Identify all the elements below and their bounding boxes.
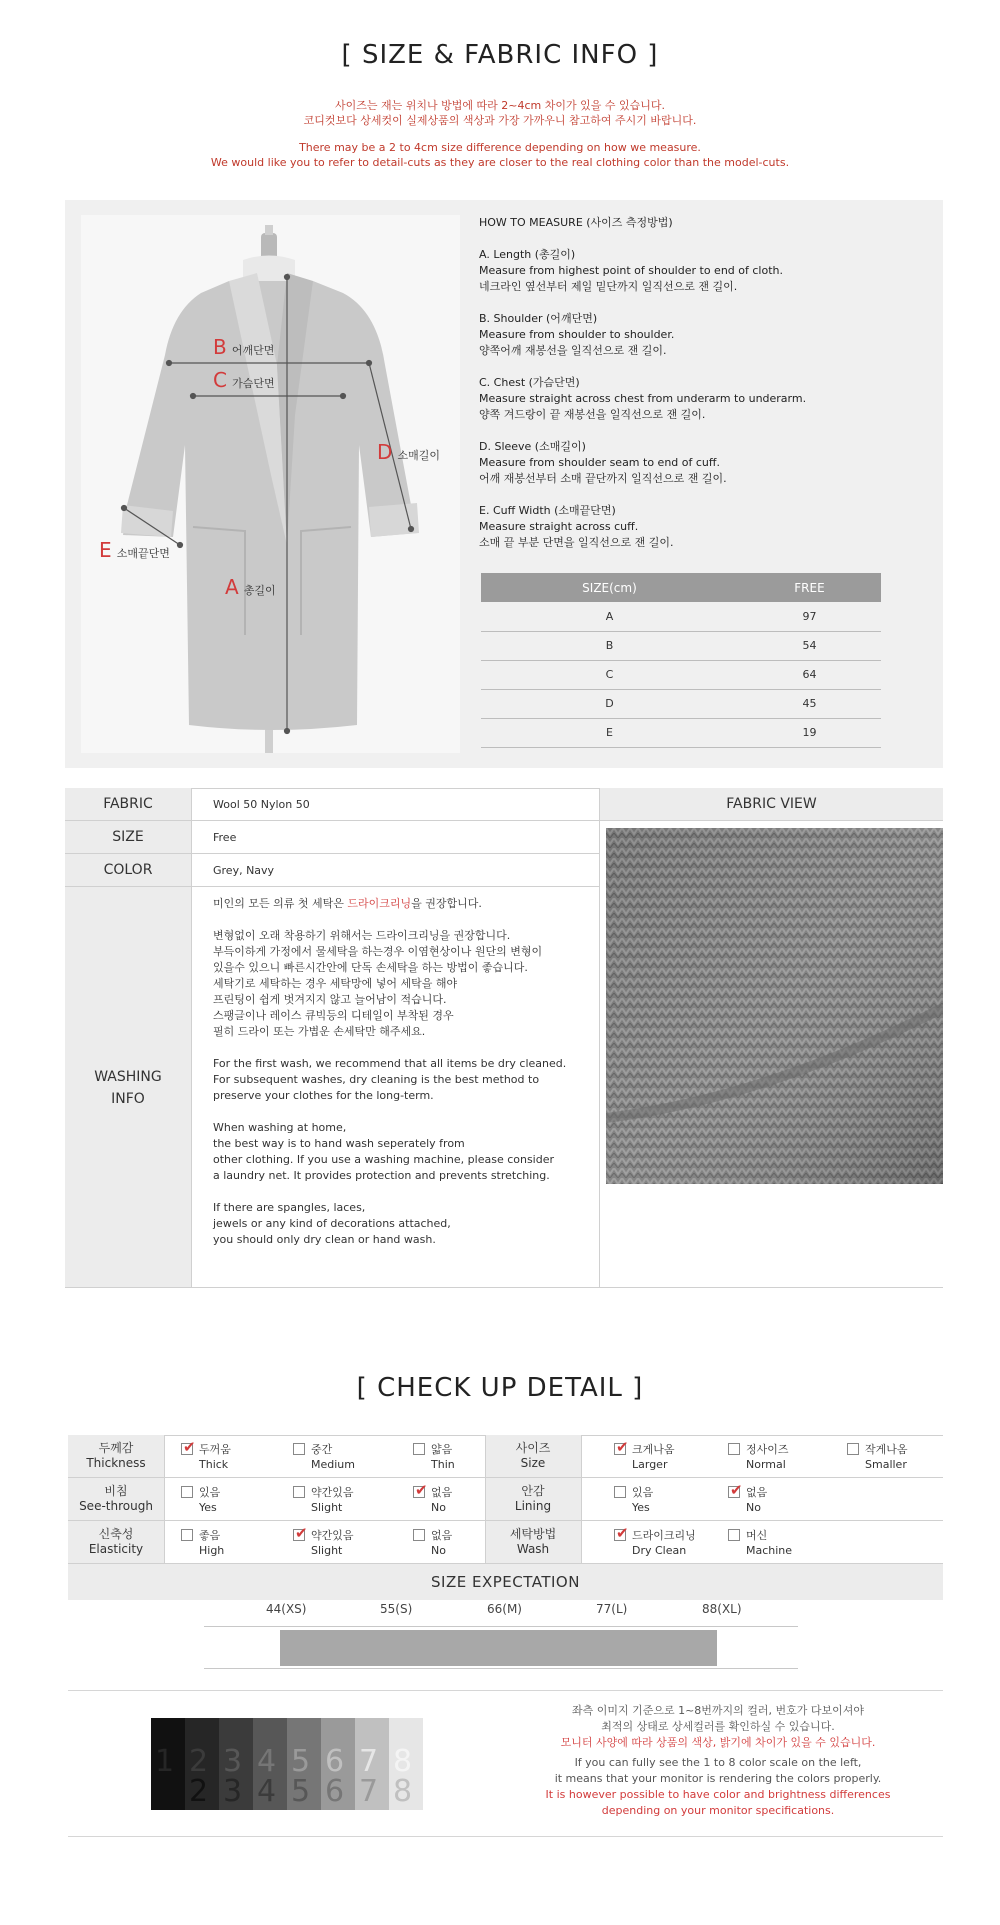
size-header-cell: FREE	[738, 573, 881, 602]
check-divider	[164, 1435, 165, 1564]
washing-label-line: WASHING	[94, 1068, 162, 1085]
checkbox-icon[interactable]	[413, 1481, 428, 1499]
size-label-xl: 88(XL)	[702, 1602, 742, 1616]
wash-intro-text: 을 권장합니다.	[411, 897, 482, 910]
color-text-ko: 최적의 상태로 상세컬러를 확인하실 수 있습니다.	[601, 1720, 835, 1733]
check-label-ko: 두께감	[98, 1441, 134, 1455]
size-range-track	[204, 1626, 798, 1669]
option-ko: 두꺼움	[199, 1443, 231, 1456]
option-ko: 크게나옴	[632, 1443, 675, 1456]
option-en: Larger	[632, 1458, 668, 1471]
check-mark-icon: ✔	[295, 1524, 308, 1542]
label-cuff	[99, 538, 170, 562]
table-row	[481, 602, 881, 631]
option-en: Thin	[431, 1458, 455, 1471]
size-row	[65, 821, 599, 854]
option-en: Yes	[199, 1501, 217, 1514]
checkbox-icon[interactable]	[728, 1529, 740, 1541]
option-en: Dry Clean	[632, 1544, 687, 1557]
how-to-measure-text: HOW TO MEASURE (사이즈 측정방법) A. Length (총길이) Measure from highest point of shoulder to end of cloth. 네크라인 옆선부터 제일 밑단까지 일직선으로 잰 길이. B. Shoulder (어깨단면) Measure from shoulder to shoulder. 양쪽어깨 재봉선을 일직선으로 잰 길이. C. Chest (가슴단면) Measure straight across chest from underarm to underarm. 양쪽 겨드랑이 끝 재봉선을 일직선으로 잰 길이. D. Sleeve (소매길이) Measure from shoulder seam to end of cuff. 어깨 재봉선부터 소매 끝단까지 일직선으로 잰 길이. E. Cuff Width (소매끝단면) Measure straight across cuff. 소매 끝 부분 단면을 일직선으로 잰 길이.	[479, 216, 807, 549]
size-cell: 64	[738, 660, 881, 689]
label-text: 어깨단면	[231, 344, 275, 357]
label-text: 가슴단면	[232, 377, 275, 390]
checkbox-icon[interactable]	[413, 1443, 425, 1455]
color-swatch-digit: 5	[291, 1774, 311, 1809]
washing-label-line: INFO	[111, 1090, 145, 1107]
color-swatch	[321, 1718, 355, 1810]
color-swatch-digit: 4	[257, 1744, 277, 1779]
size-cell: 54	[738, 631, 881, 660]
color-swatch-digit: 7	[359, 1774, 379, 1809]
check-row	[68, 1478, 943, 1521]
size-cell: 45	[738, 689, 881, 718]
checkbox-icon[interactable]	[181, 1486, 193, 1498]
option-ko: 없음	[431, 1529, 453, 1542]
check-label-en: Lining	[514, 1499, 552, 1513]
table-row	[481, 689, 881, 718]
size-measure-panel	[65, 200, 943, 768]
fabric-value: Wool 50 Nylon 50	[213, 797, 310, 811]
color-text-en: If you can fully see the 1 to 8 color scale on the left,	[574, 1756, 862, 1769]
check-label-ko: 사이즈	[515, 1441, 551, 1455]
color-swatch-digit: 4	[257, 1774, 277, 1809]
size-table	[481, 573, 881, 748]
option-en: High	[199, 1544, 225, 1557]
color-swatch-digit: 7	[359, 1744, 379, 1779]
color-swatch-digit: 6	[325, 1744, 345, 1779]
label-letter: D	[377, 440, 393, 464]
color-swatch-digit: 8	[393, 1774, 413, 1809]
checkbox-icon[interactable]	[614, 1438, 629, 1456]
option-ko: 있음	[632, 1486, 654, 1499]
check-mark-icon: ✔	[183, 1438, 196, 1456]
size-label-s: 55(S)	[380, 1602, 413, 1616]
color-swatch-digit: 1	[155, 1744, 175, 1779]
option-en: Machine	[746, 1544, 793, 1557]
check-mark-icon: ✔	[415, 1481, 428, 1499]
coat-measure-photo	[81, 215, 460, 753]
option-en: Normal	[746, 1458, 786, 1471]
color-swatch	[185, 1718, 219, 1810]
size-label: SIZE	[65, 821, 192, 853]
color-swatch-digit: 5	[291, 1744, 311, 1779]
check-label-ko: 세탁방법	[509, 1527, 557, 1541]
check-label-en: Size	[520, 1456, 546, 1470]
check-label-en: Wash	[516, 1542, 550, 1556]
checkbox-icon[interactable]	[181, 1438, 196, 1456]
washing-text: 변형없이 오래 착용하기 위해서는 드라이크리닝을 권장합니다. 부득이하게 가정에서 물세탁을 하는경우 이염현상이나 원단의 변형이 있을수 있으니 빠른시간안에 단독 손세탁을 하는 방법이 좋습니다. 세탁기로 세탁하는 경우 세탁망에 넣어 세탁을 해야 프린팅이 쉽게 벗겨지지 않고 늘어남이 적습니다. 스팽글이나 레이스 큐빅등의 디테일이 부착된 경우 필히 드라이 또는 가볍운 손세탁만 해주세요. For the first wash, we recommend that all items be dry cleaned. For subsequent washes, dry cleaning is the best method to preserve your clothes for the long-term. When washing at home, the best way is to hand wash seperately from other clothing. If you use a washing machine, please consider a laundry net. It provides protection and prevents stretching. If there are spangles, laces, jewels or any kind of decorations attached, you should only dry clean or hand wash.	[213, 929, 567, 1246]
option-ko: 약간있음	[311, 1529, 354, 1542]
checkbox-icon[interactable]	[728, 1481, 743, 1499]
table-row	[481, 631, 881, 660]
option-ko: 머신	[746, 1529, 768, 1542]
size-range-fill	[280, 1630, 717, 1666]
option-en: Thick	[199, 1458, 229, 1471]
size-cell: B	[481, 631, 738, 660]
wash-intro-text: 미인의 모든 의류 첫 세탁은	[213, 897, 348, 910]
option-ko: 좋음	[199, 1529, 221, 1542]
size-notice-ko	[0, 98, 1000, 128]
color-scale-chart	[151, 1718, 423, 1810]
color-text-en: it means that your monitor is rendering the colors properly.	[554, 1772, 882, 1785]
label-sleeve	[377, 440, 440, 464]
color-swatch	[253, 1718, 287, 1810]
check-mark-icon: ✔	[730, 1481, 743, 1499]
washing-intro	[213, 895, 482, 911]
size-header-cell: SIZE(cm)	[481, 573, 738, 602]
color-label: COLOR	[65, 854, 192, 886]
notice-line: We would like you to refer to detail-cuts as they are closer to the real clothing color than the model-cuts.	[210, 156, 790, 169]
check-divider	[485, 1435, 486, 1564]
color-value: Grey, Navy	[213, 863, 275, 877]
checkbox-icon[interactable]	[614, 1486, 626, 1498]
color-row	[65, 854, 599, 887]
label-letter: E	[99, 538, 112, 562]
monitor-color-check	[68, 1690, 943, 1837]
color-swatch-digit: 2	[189, 1774, 209, 1809]
check-label	[68, 1521, 164, 1563]
color-swatch	[219, 1718, 253, 1810]
notice-line: 코디컷보다 상세컷이 실제상품의 색상과 가장 가까우니 참고하여 주시기 바랍니다.	[303, 114, 697, 127]
option-ko: 드라이크리닝	[632, 1529, 696, 1542]
option-ko: 없음	[746, 1486, 768, 1499]
size-cell: A	[481, 602, 738, 631]
color-swatch	[389, 1718, 423, 1810]
label-text: 소매길이	[397, 449, 441, 462]
size-table-header	[481, 573, 881, 602]
label-length	[225, 575, 276, 599]
fabric-swatch-image	[606, 828, 943, 1184]
fabric-bottom-border	[65, 1287, 943, 1288]
label-chest	[213, 368, 275, 392]
size-cell: 19	[738, 718, 881, 747]
option-ko: 작게나옴	[865, 1443, 908, 1456]
label-text: 소매끝단면	[116, 547, 170, 560]
fabric-view-header: FABRIC VIEW	[599, 788, 943, 821]
color-swatch	[287, 1718, 321, 1810]
color-text-ko: 좌측 이미지 기준으로 1~8번까지의 컬러, 번호가 다보이셔야	[571, 1704, 865, 1717]
check-label	[485, 1435, 581, 1477]
checkbox-icon[interactable]	[293, 1443, 305, 1455]
size-label-xs: 44(XS)	[266, 1602, 307, 1616]
size-cell: E	[481, 718, 738, 747]
option-en: Slight	[311, 1544, 343, 1557]
size-cell: C	[481, 660, 738, 689]
table-row	[481, 718, 881, 747]
option-ko: 있음	[199, 1486, 221, 1499]
color-swatch	[151, 1718, 185, 1810]
color-swatch-digit: 3	[223, 1744, 243, 1779]
knit-texture	[606, 828, 943, 1184]
label-shoulder	[213, 335, 274, 359]
size-notice-en	[0, 140, 1000, 170]
check-divider	[581, 1435, 582, 1564]
color-text-ko-red: 모니터 사양에 따라 상품의 색상, 밝기에 차이가 있을 수 있습니다.	[560, 1736, 876, 1749]
option-en: No	[431, 1544, 446, 1557]
check-row	[68, 1521, 943, 1564]
check-label-en: Thickness	[86, 1456, 146, 1470]
notice-line: There may be a 2 to 4cm size difference depending on how we measure.	[299, 141, 701, 154]
option-ko: 없음	[431, 1486, 453, 1499]
option-en: No	[746, 1501, 761, 1514]
color-text-en-red: It is however possible to have color and brightness differences	[545, 1788, 891, 1801]
color-swatch	[355, 1718, 389, 1810]
checkbox-icon[interactable]	[614, 1524, 629, 1542]
check-label	[68, 1478, 164, 1520]
check-label	[485, 1478, 581, 1520]
size-fabric-title: [ SIZE & FABRIC INFO ]	[341, 40, 659, 70]
check-label-ko: 신축성	[98, 1527, 134, 1541]
table-row	[481, 660, 881, 689]
option-en: No	[431, 1501, 446, 1514]
washing-label	[65, 887, 192, 1288]
fabric-row	[65, 788, 599, 821]
label-text: 총길이	[243, 584, 276, 597]
check-mark-icon: ✔	[616, 1438, 629, 1456]
check-label	[68, 1435, 164, 1477]
check-row	[68, 1435, 943, 1478]
size-label-m: 66(M)	[487, 1602, 522, 1616]
size-cell: D	[481, 689, 738, 718]
option-en: Slight	[311, 1501, 343, 1514]
color-text-en-red: depending on your monitor specifications.	[601, 1804, 835, 1817]
coat-illustration	[81, 215, 460, 753]
check-label-en: See-through	[79, 1499, 153, 1513]
option-en: Yes	[632, 1501, 650, 1514]
checkbox-icon[interactable]	[728, 1443, 740, 1455]
color-swatch-digit: 2	[189, 1744, 209, 1779]
label-letter: A	[225, 575, 239, 599]
check-label-en: Elasticity	[88, 1542, 144, 1556]
option-en: Medium	[311, 1458, 355, 1471]
option-ko: 약간있음	[311, 1486, 354, 1499]
fabric-info-table	[65, 788, 943, 1288]
fabric-label: FABRIC	[65, 788, 192, 820]
label-letter: B	[213, 335, 227, 359]
color-check-text	[508, 1703, 928, 1819]
size-expectation-header: SIZE EXPECTATION	[68, 1564, 943, 1600]
option-ko: 얇음	[431, 1443, 453, 1456]
size-value: Free	[213, 830, 237, 844]
size-cell: 97	[738, 602, 881, 631]
check-label	[485, 1521, 581, 1563]
option-en: Smaller	[865, 1458, 907, 1471]
check-up-title: [ CHECK UP DETAIL ]	[356, 1373, 644, 1403]
check-label-ko: 비침	[104, 1484, 128, 1498]
checkbox-icon[interactable]	[181, 1529, 193, 1541]
option-ko: 중간	[311, 1443, 333, 1456]
color-swatch-digit: 3	[223, 1774, 243, 1809]
wash-intro-highlight: 드라이크리닝	[347, 897, 412, 910]
check-mark-icon: ✔	[616, 1524, 629, 1542]
check-label-ko: 안감	[521, 1484, 545, 1498]
color-swatch-digit: 6	[325, 1774, 345, 1809]
checkbox-icon[interactable]	[847, 1443, 859, 1455]
size-label-l: 77(L)	[596, 1602, 628, 1616]
notice-line: 사이즈는 재는 위치나 방법에 따라 2~4cm 차이가 있을 수 있습니다.	[335, 99, 665, 112]
option-ko: 정사이즈	[746, 1443, 789, 1456]
checkbox-icon[interactable]	[413, 1529, 425, 1541]
label-letter: C	[213, 368, 227, 392]
checkbox-icon[interactable]	[293, 1524, 308, 1542]
color-swatch-digit: 8	[393, 1744, 413, 1779]
checkbox-icon[interactable]	[293, 1486, 305, 1498]
fabric-divider	[599, 788, 600, 1288]
